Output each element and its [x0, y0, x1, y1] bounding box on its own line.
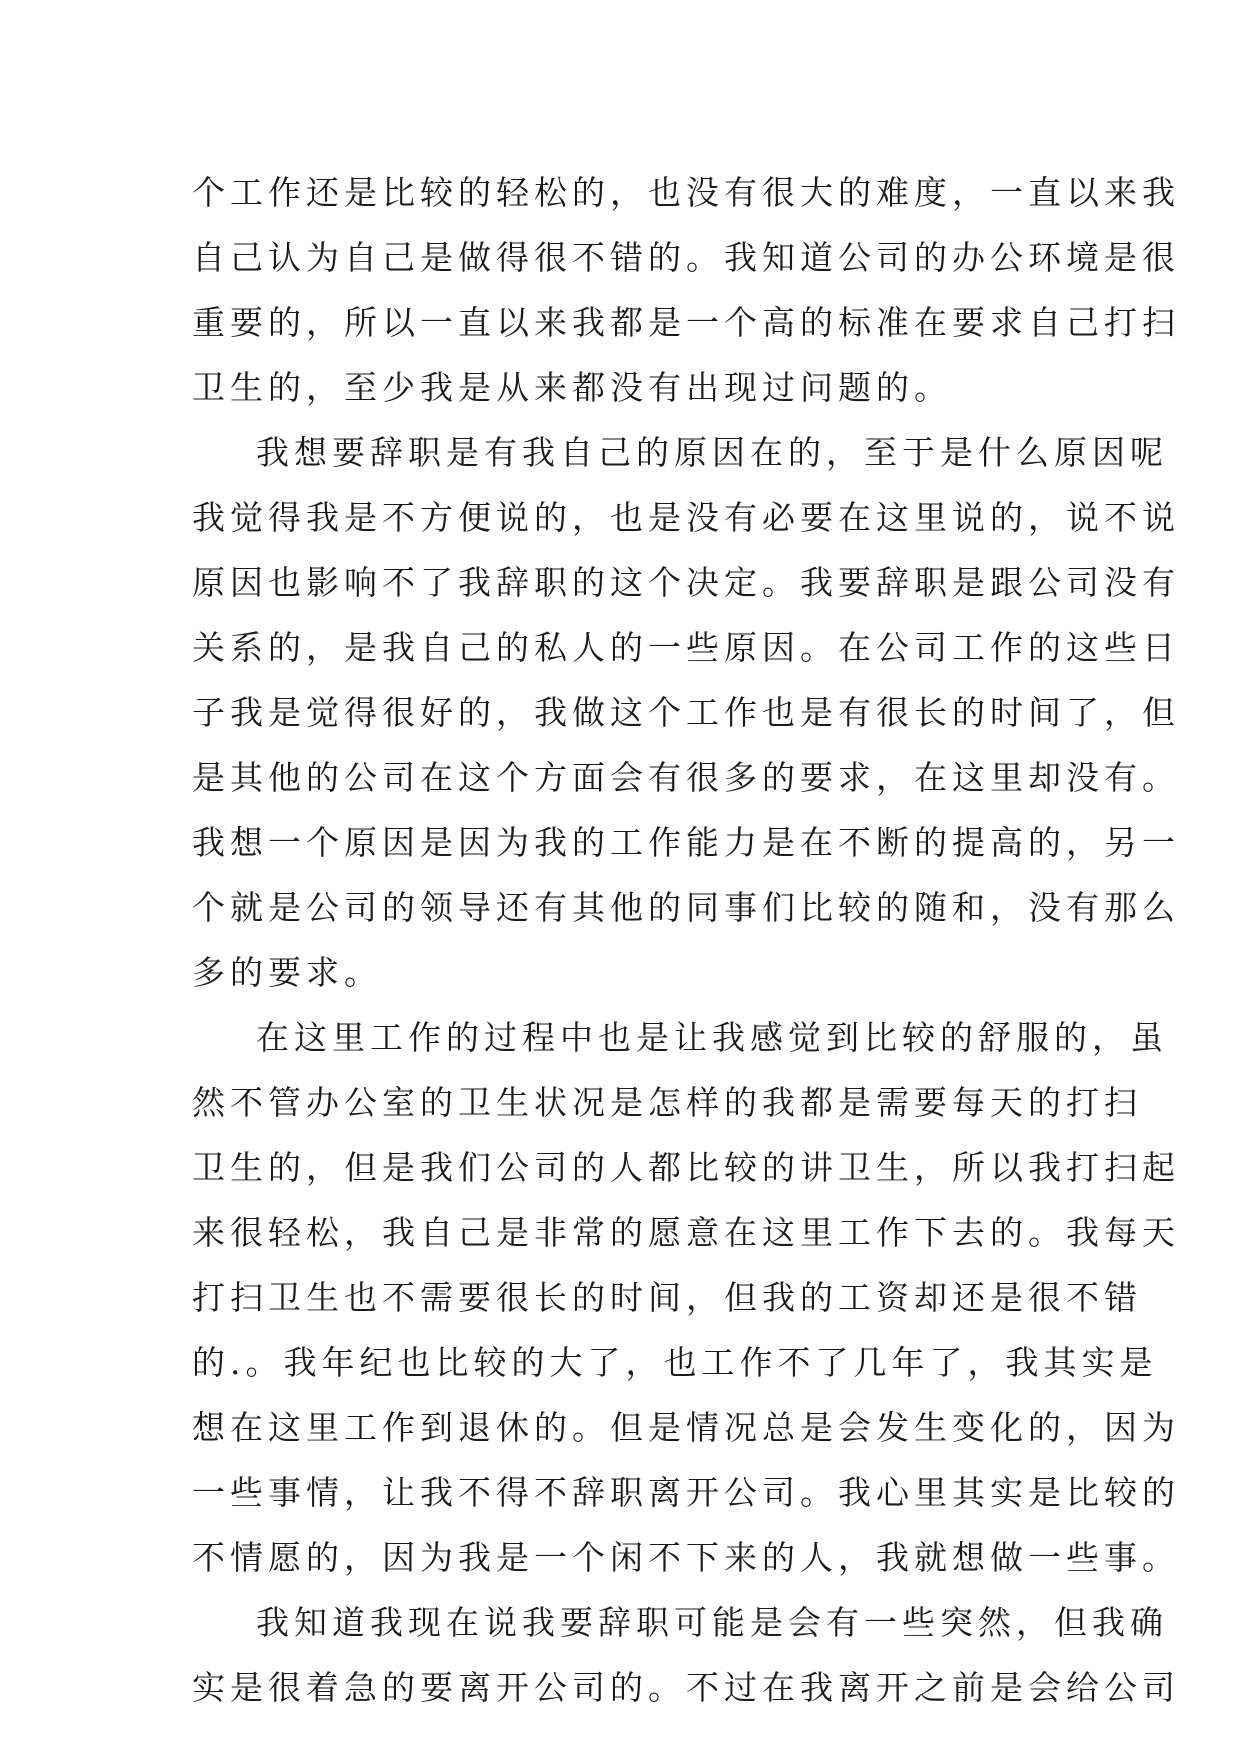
text-line: 我觉得我是不方便说的，也是没有必要在这里说的，说不说 — [192, 498, 1180, 537]
text-line: 子我是觉得很好的，我做这个工作也是有很长的时间了，但 — [192, 693, 1180, 732]
paragraph-first-line: 我知道我现在说我要辞职可能是会有一些突然，但我确 — [256, 1603, 1168, 1642]
text-line: 关系的，是我自己的私人的一些原因。在公司工作的这些日 — [192, 628, 1180, 667]
text-line: 个工作还是比较的轻松的，也没有很大的难度，一直以来我 — [192, 173, 1180, 212]
text-line: 多的要求。 — [192, 953, 382, 992]
text-line: 卫生的，至少我是从来都没有出现过问题的。 — [192, 368, 952, 407]
paragraph-first-line: 在这里工作的过程中也是让我感觉到比较的舒服的，虽 — [256, 1018, 1168, 1057]
text-line: 打扫卫生也不需要很长的时间，但我的工资却还是很不错 — [192, 1278, 1142, 1317]
text-line: 我想一个原因是因为我的工作能力是在不断的提高的，另一 — [192, 823, 1180, 862]
text-line: 重要的，所以一直以来我都是一个高的标准在要求自己打扫 — [192, 303, 1180, 342]
text-line: 卫生的，但是我们公司的人都比较的讲卫生，所以我打扫起 — [192, 1148, 1180, 1187]
text-line: 来很轻松，我自己是非常的愿意在这里工作下去的。我每天 — [192, 1213, 1180, 1252]
paragraph-first-line: 我想要辞职是有我自己的原因在的，至于是什么原因呢 — [256, 433, 1168, 472]
text-line: 原因也影响不了我辞职的这个决定。我要辞职是跟公司没有 — [192, 563, 1180, 602]
text-line: 的.。我年纪也比较的大了，也工作不了几年了，我其实是 — [192, 1343, 1158, 1382]
text-line: 不情愿的，因为我是一个闲不下来的人，我就想做一些事。 — [192, 1538, 1180, 1577]
text-line: 个就是公司的领导还有其他的同事们比较的随和，没有那么 — [192, 888, 1180, 927]
text-line: 是其他的公司在这个方面会有很多的要求，在这里却没有。 — [192, 758, 1180, 797]
document-body — [192, 160, 1180, 1720]
text-line: 然不管办公室的卫生状况是怎样的我都是需要每天的打扫 — [192, 1083, 1142, 1122]
text-line: 实是很着急的要离开公司的。不过在我离开之前是会给公司 — [192, 1668, 1180, 1707]
text-line: 想在这里工作到退休的。但是情况总是会发生变化的，因为 — [192, 1408, 1180, 1447]
text-line: 自己认为自己是做得很不错的。我知道公司的办公环境是很 — [192, 238, 1180, 277]
text-line: 一些事情，让我不得不辞职离开公司。我心里其实是比较的 — [192, 1473, 1180, 1512]
